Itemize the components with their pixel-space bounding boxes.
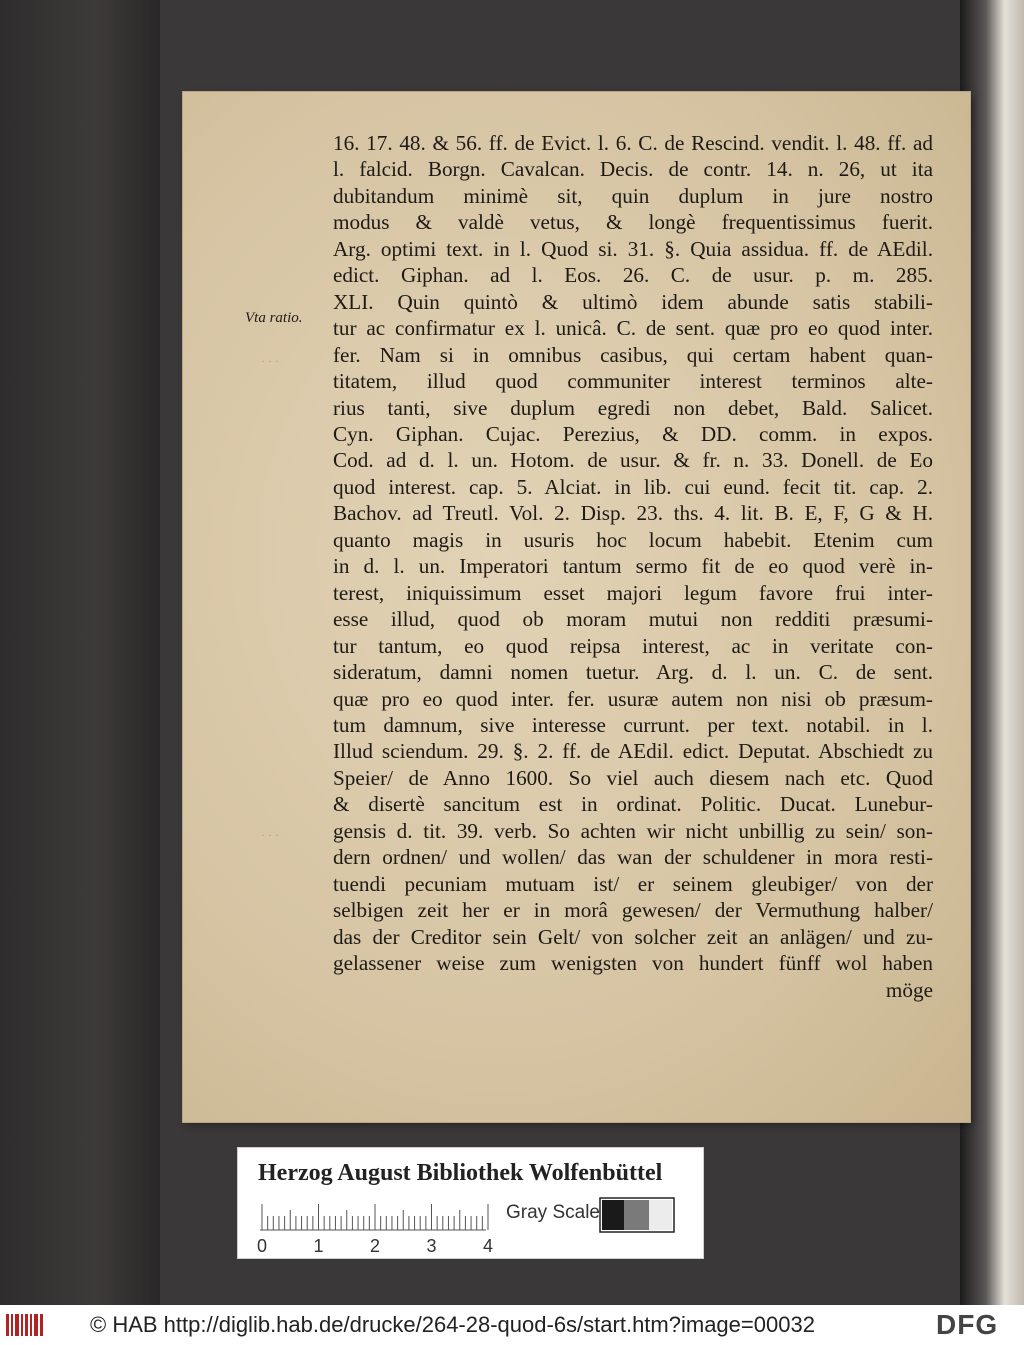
text-line: gelassener weise zum wenigsten von hundert fünff wol haben <box>333 951 933 976</box>
scan-backdrop-left <box>0 0 160 1305</box>
hab-barcode-icon <box>6 1314 46 1336</box>
text-line: rius tanti, sive duplum egredi non debet, Bald. Salicet. <box>333 395 933 420</box>
text-line: sideratum, damni nomen tuetur. Arg. d. l. un. C. de sent. <box>333 660 933 685</box>
gray-scale-swatch-mid <box>624 1200 649 1230</box>
gray-scale-swatch-light <box>649 1200 672 1230</box>
text-line: edict. Giphan. ad l. Eos. 26. C. de usur. p. m. 285. <box>333 263 933 288</box>
text-line: tum damnum, sive interesse currunt. per text. notabil. in l. <box>333 712 933 737</box>
text-line: tuendi pecuniam mutuam ist/ er seinem gleubiger/ von der <box>333 871 933 896</box>
text-line: selbigen zeit her er in morâ gewesen/ der Vermuthung halber/ <box>333 898 933 923</box>
ruler-label: 3 <box>426 1236 437 1256</box>
text-line: dern ordnen/ und wollen/ das wan der schuldener in mora resti- <box>333 845 933 870</box>
text-line: Cyn. Giphan. Cujac. Perezius, & DD. comm. in expos. <box>333 421 933 446</box>
text-line: tur tantum, eo quod reipsa interest, ac in veritate con- <box>333 633 933 658</box>
text-line: 16. 17. 48. & 56. ff. de Evict. l. 6. C. de Rescind. vendit. l. 48. ff. ad <box>333 131 933 155</box>
show-through-mark: · · · <box>261 828 279 842</box>
text-line: in d. l. un. Imperatori tantum sermo fit de eo quod verè in- <box>333 554 933 579</box>
text-line: XLI. Quin quintò & ultimò idem abunde satis stabili- <box>333 289 933 314</box>
ruler-label: 1 <box>313 1236 324 1256</box>
text-line: quod interest. cap. 5. Alciat. in lib. cui eund. fecit tit. cap. 2. <box>333 474 933 499</box>
page-text <box>333 130 933 1003</box>
dfg-logo: DFG <box>936 1309 999 1340</box>
text-line: Arg. optimi text. in l. Quod si. 31. §. Quia assidua. ff. de AEdil. <box>333 236 933 261</box>
ruler-label: 4 <box>483 1236 494 1256</box>
text-line: das der Creditor sein Gelt/ von solcher zeit an anlägen/ und zu- <box>333 924 933 949</box>
text-line: terest, iniquissimum esset majori legum favore frui inter- <box>333 580 933 605</box>
text-line: quæ pro eo quod inter. fer. usuræ autem non nisi ob præsum- <box>333 686 933 711</box>
text-line: modus & valdè vetus, & longè frequentissimus fuerit. <box>333 210 933 235</box>
library-title: Herzog August Bibliothek Wolfenbüttel <box>258 1160 663 1186</box>
book-page <box>183 92 970 1122</box>
text-line: titatem, illud quod communiter interest terminos alte- <box>333 369 933 394</box>
text-line: Bachov. ad Treutl. Vol. 2. Disp. 23. ths. 4. lit. B. E, F, G & H. <box>333 501 933 526</box>
footer-bar <box>0 1305 1024 1345</box>
text-line: Speier/ de Anno 1600. So viel auch diesem nach etc. Quod <box>333 765 933 790</box>
text-line: Illud sciendum. 29. §. 2. ff. de AEdil. edict. Deputat. Abschiedt zu <box>333 739 933 764</box>
text-line: esse illud, quod ob moram mutui non redditi præsumi- <box>333 607 933 632</box>
text-line: möge <box>885 977 933 1002</box>
footer-citation: © HAB http://diglib.hab.de/drucke/264-28-quod-6s/start.htm?image=00032 <box>90 1312 815 1337</box>
text-line: & disertè sancitum est in ordinat. Politic. Ducat. Lunebur- <box>333 792 933 817</box>
text-line: Cod. ad d. l. un. Hotom. de usur. & fr. n. 33. Donell. de Eo <box>333 448 933 473</box>
show-through-mark: · · · <box>261 354 279 368</box>
ruler-label: 0 <box>257 1236 268 1256</box>
ruler-label: 2 <box>370 1236 381 1256</box>
text-line: l. falcid. Borgn. Cavalcan. Decis. de contr. 14. n. 26, ut ita <box>333 157 933 182</box>
gray-scale-swatch-dark <box>602 1200 624 1230</box>
text-line: gensis d. tit. 39. verb. So achten wir nicht unbillig zu sein/ son- <box>333 818 933 843</box>
margin-note: Vta ratio. <box>245 310 303 326</box>
color-ruler-card <box>237 1147 704 1259</box>
text-line: tur ac confirmatur ex l. unicâ. C. de sent. quæ pro eo quod inter. <box>333 316 933 341</box>
text-line: fer. Nam si in omnibus casibus, qui certam habent quan- <box>333 342 933 367</box>
ruler-scale <box>238 1148 703 1258</box>
text-line: quanto magis in usuris hoc locum habebit. Etenim cum <box>333 527 933 552</box>
text-line: dubitandum minimè sit, quin duplum in jure nostro <box>333 183 933 208</box>
gray-scale-label: Gray Scale <box>506 1202 600 1223</box>
